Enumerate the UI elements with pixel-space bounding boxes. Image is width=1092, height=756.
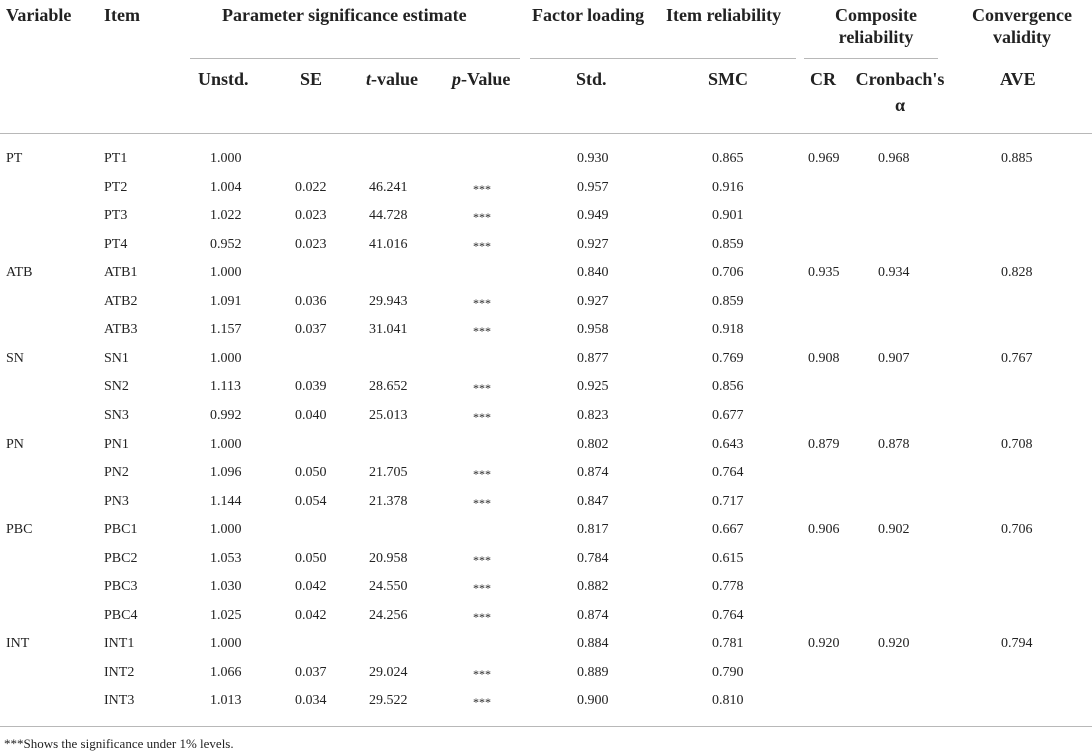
header-item: Item — [104, 5, 140, 25]
rule-table-bottom — [0, 726, 1092, 727]
cell-unstd: 1.144 — [210, 494, 242, 509]
cell-std: 0.882 — [577, 579, 609, 594]
cell-se: 0.050 — [295, 465, 327, 480]
header-composite-line1: Composite — [835, 5, 917, 25]
cell-smc: 0.865 — [712, 151, 744, 166]
cell-unstd: 1.096 — [210, 465, 242, 480]
header-p-rest: -Value — [461, 69, 511, 89]
cell-se: 0.023 — [295, 237, 327, 252]
cell-unstd: 1.000 — [210, 437, 242, 452]
cell-item: PN2 — [104, 465, 129, 480]
cell-se: 0.023 — [295, 208, 327, 223]
cell-se: 0.022 — [295, 180, 327, 195]
cell-unstd: 0.992 — [210, 408, 242, 423]
cell-std: 0.927 — [577, 237, 609, 252]
header-t-value — [366, 68, 418, 90]
cell-unstd: 1.000 — [210, 636, 242, 651]
header-se: SE — [300, 69, 323, 89]
cell-unstd: 1.091 — [210, 294, 242, 309]
cell-item: PT4 — [104, 237, 128, 252]
cell-item: PN1 — [104, 437, 129, 452]
cell-ave: 0.885 — [1001, 151, 1033, 166]
cell-variable: PT — [6, 151, 23, 166]
cell-t-value: 20.958 — [369, 551, 408, 566]
header-p-italic: p — [452, 69, 461, 89]
cell-ave: 0.828 — [1001, 265, 1033, 280]
cell-unstd: 0.952 — [210, 237, 242, 252]
cell-unstd: 1.066 — [210, 665, 242, 680]
cell-p-value: *** — [473, 296, 491, 310]
cell-std: 0.958 — [577, 322, 609, 337]
header-p-value — [452, 68, 510, 90]
cell-unstd: 1.053 — [210, 551, 242, 566]
cell-smc: 0.781 — [712, 636, 744, 651]
cell-item: INT1 — [104, 636, 135, 651]
cell-std: 0.925 — [577, 379, 609, 394]
cell-p-value: *** — [473, 182, 491, 196]
cell-smc: 0.764 — [712, 608, 744, 623]
cell-cronbach-alpha: 0.968 — [878, 151, 910, 166]
cell-smc: 0.677 — [712, 408, 744, 423]
cell-p-value: *** — [473, 381, 491, 395]
cell-item: SN1 — [104, 351, 129, 366]
cell-t-value: 29.024 — [369, 665, 408, 680]
cell-std: 0.802 — [577, 437, 609, 452]
header-ave: AVE — [1000, 69, 1036, 89]
cell-unstd: 1.000 — [210, 351, 242, 366]
cell-se: 0.042 — [295, 579, 327, 594]
cell-item: PT1 — [104, 151, 128, 166]
cell-item: INT3 — [104, 693, 135, 708]
cell-smc: 0.764 — [712, 465, 744, 480]
header-cronbach-alpha — [852, 68, 948, 116]
cell-std: 0.817 — [577, 522, 609, 537]
cell-item: ATB1 — [104, 265, 138, 280]
cell-smc: 0.856 — [712, 379, 744, 394]
cell-t-value: 44.728 — [369, 208, 408, 223]
cell-variable: PN — [6, 437, 24, 452]
cell-item: PBC1 — [104, 522, 138, 537]
cell-p-value: *** — [473, 695, 491, 709]
cell-se: 0.050 — [295, 551, 327, 566]
cell-std: 0.900 — [577, 693, 609, 708]
rule-loading-reliability-span — [530, 58, 796, 59]
cell-p-value: *** — [473, 667, 491, 681]
cell-se: 0.040 — [295, 408, 327, 423]
cell-std: 0.957 — [577, 180, 609, 195]
header-item-reliability: Item reliability — [666, 5, 782, 25]
header-cronbach-line2: α — [894, 95, 906, 115]
rule-parameter-span — [190, 58, 520, 59]
cell-smc: 0.859 — [712, 237, 744, 252]
cell-smc: 0.615 — [712, 551, 744, 566]
cell-se: 0.039 — [295, 379, 327, 394]
cell-smc: 0.643 — [712, 437, 744, 452]
cell-smc: 0.778 — [712, 579, 744, 594]
cell-cronbach-alpha: 0.878 — [878, 437, 910, 452]
cell-t-value: 29.943 — [369, 294, 408, 309]
cell-cr: 0.969 — [808, 151, 840, 166]
header-unstd: Unstd. — [198, 69, 249, 89]
cell-unstd: 1.030 — [210, 579, 242, 594]
cell-unstd: 1.113 — [210, 379, 241, 394]
cell-std: 0.877 — [577, 351, 609, 366]
cell-variable: SN — [6, 351, 24, 366]
cell-t-value: 24.550 — [369, 579, 408, 594]
cell-unstd: 1.000 — [210, 151, 242, 166]
cell-item: SN2 — [104, 379, 129, 394]
header-parameter-significance: Parameter significance estimate — [222, 5, 467, 25]
footnote: ***Shows the significance under 1% levels. — [4, 736, 234, 751]
cell-std: 0.884 — [577, 636, 609, 651]
cell-unstd: 1.025 — [210, 608, 242, 623]
cell-cr: 0.920 — [808, 636, 840, 651]
cell-std: 0.840 — [577, 265, 609, 280]
cell-se: 0.034 — [295, 693, 327, 708]
cell-smc: 0.706 — [712, 265, 744, 280]
cell-unstd: 1.022 — [210, 208, 242, 223]
cell-item: PBC2 — [104, 551, 138, 566]
cell-item: INT2 — [104, 665, 135, 680]
header-std: Std. — [576, 69, 607, 89]
cell-se: 0.037 — [295, 322, 327, 337]
cell-ave: 0.706 — [1001, 522, 1033, 537]
cell-variable: INT — [6, 636, 30, 651]
cell-se: 0.037 — [295, 665, 327, 680]
cell-t-value: 25.013 — [369, 408, 408, 423]
cell-std: 0.823 — [577, 408, 609, 423]
cell-t-value: 21.378 — [369, 494, 408, 509]
cell-p-value: *** — [473, 210, 491, 224]
cell-smc: 0.790 — [712, 665, 744, 680]
header-cronbach-line1: Cronbach's — [855, 69, 945, 89]
cell-ave: 0.794 — [1001, 636, 1033, 651]
rule-header-bottom — [0, 133, 1092, 134]
header-t-rest: -value — [371, 69, 419, 89]
cell-item: PN3 — [104, 494, 129, 509]
cell-t-value: 29.522 — [369, 693, 408, 708]
cell-cr: 0.906 — [808, 522, 840, 537]
header-variable: Variable — [6, 5, 72, 25]
cell-smc: 0.916 — [712, 180, 744, 195]
cell-smc: 0.717 — [712, 494, 744, 509]
cell-variable: ATB — [6, 265, 33, 280]
cell-std: 0.889 — [577, 665, 609, 680]
cell-item: PBC4 — [104, 608, 138, 623]
cell-std: 0.847 — [577, 494, 609, 509]
header-t-italic: t — [366, 69, 372, 89]
header-cr: CR — [810, 69, 836, 89]
cell-cr: 0.935 — [808, 265, 840, 280]
header-convergence-validity — [955, 4, 1089, 48]
cell-p-value: *** — [473, 581, 491, 595]
header-smc: SMC — [708, 69, 748, 89]
cell-cr: 0.879 — [808, 437, 840, 452]
cell-item: SN3 — [104, 408, 129, 423]
cell-ave: 0.767 — [1001, 351, 1033, 366]
cell-std: 0.927 — [577, 294, 609, 309]
cell-t-value: 41.016 — [369, 237, 408, 252]
cell-t-value: 28.652 — [369, 379, 408, 394]
cell-p-value: *** — [473, 467, 491, 481]
cell-cronbach-alpha: 0.902 — [878, 522, 910, 537]
cell-unstd: 1.004 — [210, 180, 242, 195]
cell-p-value: *** — [473, 496, 491, 510]
cell-unstd: 1.000 — [210, 522, 242, 537]
cell-cr: 0.908 — [808, 351, 840, 366]
cell-unstd: 1.000 — [210, 265, 242, 280]
cell-se: 0.042 — [295, 608, 327, 623]
cell-smc: 0.810 — [712, 693, 744, 708]
cell-smc: 0.769 — [712, 351, 744, 366]
header-convergence-line2: validity — [992, 27, 1051, 47]
cell-item: ATB2 — [104, 294, 138, 309]
header-composite-reliability — [812, 4, 940, 48]
cell-variable: PBC — [6, 522, 33, 537]
cell-item: ATB3 — [104, 322, 138, 337]
cell-cronbach-alpha: 0.920 — [878, 636, 910, 651]
cell-std: 0.930 — [577, 151, 609, 166]
cell-p-value: *** — [473, 410, 491, 424]
rule-composite-span — [804, 58, 938, 59]
cell-smc: 0.859 — [712, 294, 744, 309]
header-convergence-line1: Convergence — [972, 5, 1072, 25]
cell-item: PT2 — [104, 180, 128, 195]
cell-smc: 0.901 — [712, 208, 744, 223]
cell-p-value: *** — [473, 553, 491, 567]
cell-cronbach-alpha: 0.907 — [878, 351, 910, 366]
cell-unstd: 1.157 — [210, 322, 242, 337]
cell-std: 0.874 — [577, 608, 609, 623]
cell-t-value: 21.705 — [369, 465, 408, 480]
cell-smc: 0.667 — [712, 522, 744, 537]
cell-unstd: 1.013 — [210, 693, 242, 708]
cell-std: 0.784 — [577, 551, 609, 566]
cell-p-value: *** — [473, 610, 491, 624]
cell-ave: 0.708 — [1001, 437, 1033, 452]
cell-item: PT3 — [104, 208, 128, 223]
cell-se: 0.036 — [295, 294, 327, 309]
cell-item: PBC3 — [104, 579, 138, 594]
cell-std: 0.949 — [577, 208, 609, 223]
cell-t-value: 31.041 — [369, 322, 408, 337]
cell-p-value: *** — [473, 239, 491, 253]
cell-se: 0.054 — [295, 494, 327, 509]
header-composite-line2: reliability — [838, 27, 914, 47]
cell-cronbach-alpha: 0.934 — [878, 265, 910, 280]
header-factor-loading: Factor loading — [532, 5, 645, 25]
cell-smc: 0.918 — [712, 322, 744, 337]
cell-p-value: *** — [473, 324, 491, 338]
cell-t-value: 46.241 — [369, 180, 408, 195]
cell-t-value: 24.256 — [369, 608, 408, 623]
cell-std: 0.874 — [577, 465, 609, 480]
